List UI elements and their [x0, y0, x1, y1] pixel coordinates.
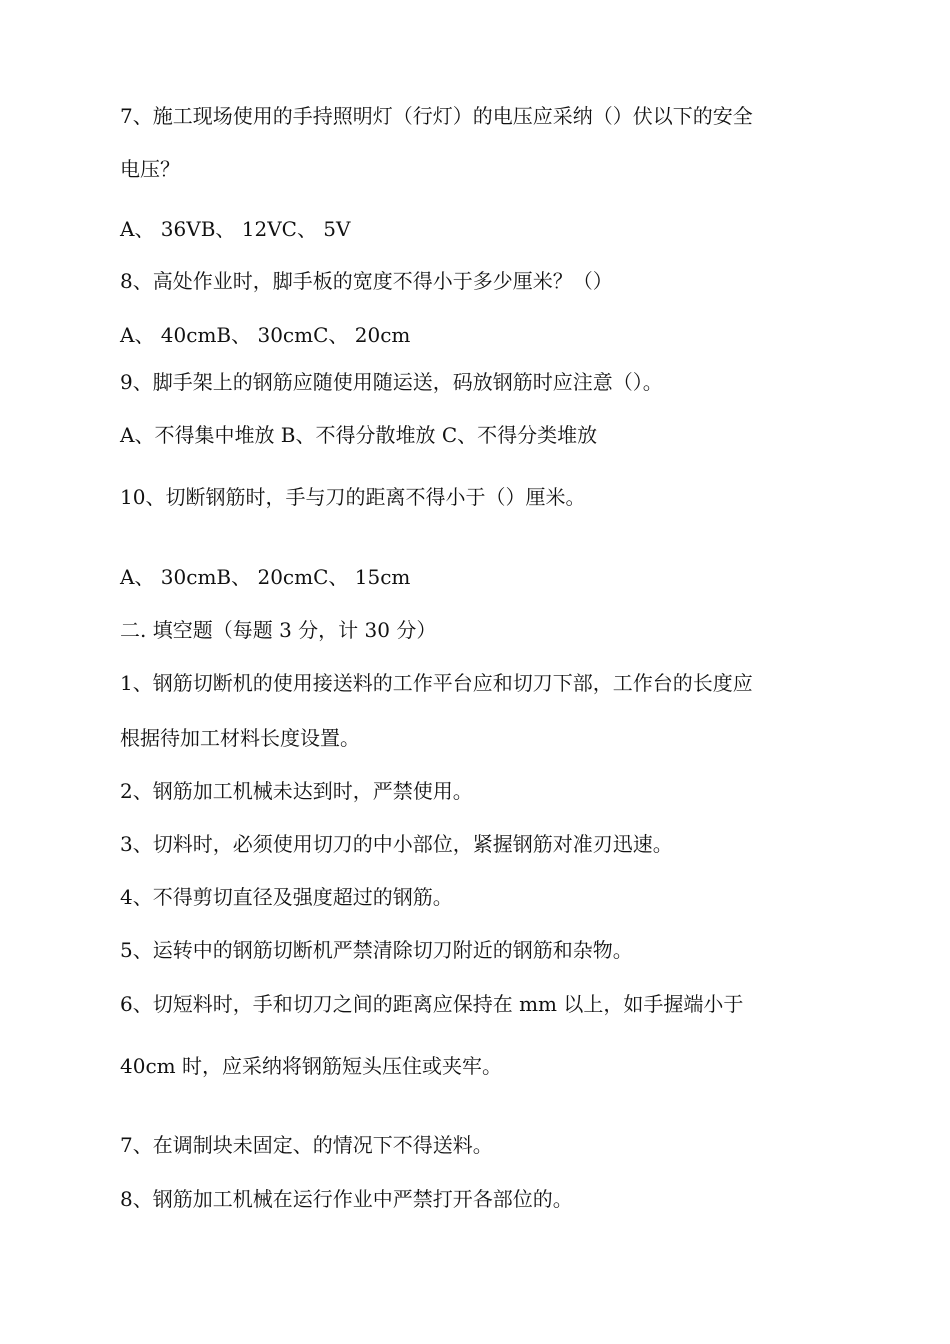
question-10-options: A、 30cmB、 20cmC、 15cm	[120, 565, 411, 589]
fill-question-6: 6、切短料时，手和切刀之间的距离应保持在 mm 以上，如手握端小于	[120, 992, 744, 1016]
question-7-options: A、 36VB、 12VC、 5V	[120, 217, 351, 241]
fill-question-1-cont: 根据待加工材料长度设置。	[120, 726, 360, 750]
fill-question-6-cont: 40cm 时，应采纳将钢筋短头压住或夹牢。	[120, 1054, 502, 1078]
question-10-text: 10、切断钢筋时，手与刀的距离不得小于（）厘米。	[120, 485, 586, 509]
fill-question-1: 1、钢筋切断机的使用接送料的工作平台应和切刀下部，工作台的长度应	[120, 671, 753, 695]
fill-question-5: 5、运转中的钢筋切断机严禁清除切刀附近的钢筋和杂物。	[120, 938, 633, 962]
fill-question-7: 7、在调制块未固定、的情况下不得送料。	[120, 1133, 493, 1157]
question-9-text: 9、脚手架上的钢筋应随使用随运送，码放钢筋时应注意（）。	[120, 370, 663, 394]
question-7-text-cont: 电压？	[120, 157, 180, 181]
fill-question-8: 8、钢筋加工机械在运行作业中严禁打开各部位的。	[120, 1187, 573, 1211]
question-9-options: A、不得集中堆放 B、不得分散堆放 C、不得分类堆放	[120, 423, 598, 447]
question-8-text: 8、高处作业时，脚手板的宽度不得小于多少厘米？（）	[120, 269, 613, 293]
section-heading-fill-in: 二. 填空题（每题 3 分，计 30 分）	[120, 618, 437, 642]
fill-question-3: 3、切料时，必须使用切刀的中小部位，紧握钢筋对准刃迅速。	[120, 832, 673, 856]
fill-question-2: 2、钢筋加工机械未达到时，严禁使用。	[120, 779, 473, 803]
question-7-text: 7、施工现场使用的手持照明灯（行灯）的电压应采纳（）伏以下的安全	[120, 104, 753, 128]
question-8-options: A、 40cmB、 30cmC、 20cm	[120, 323, 411, 347]
fill-question-4: 4、不得剪切直径及强度超过的钢筋。	[120, 885, 453, 909]
